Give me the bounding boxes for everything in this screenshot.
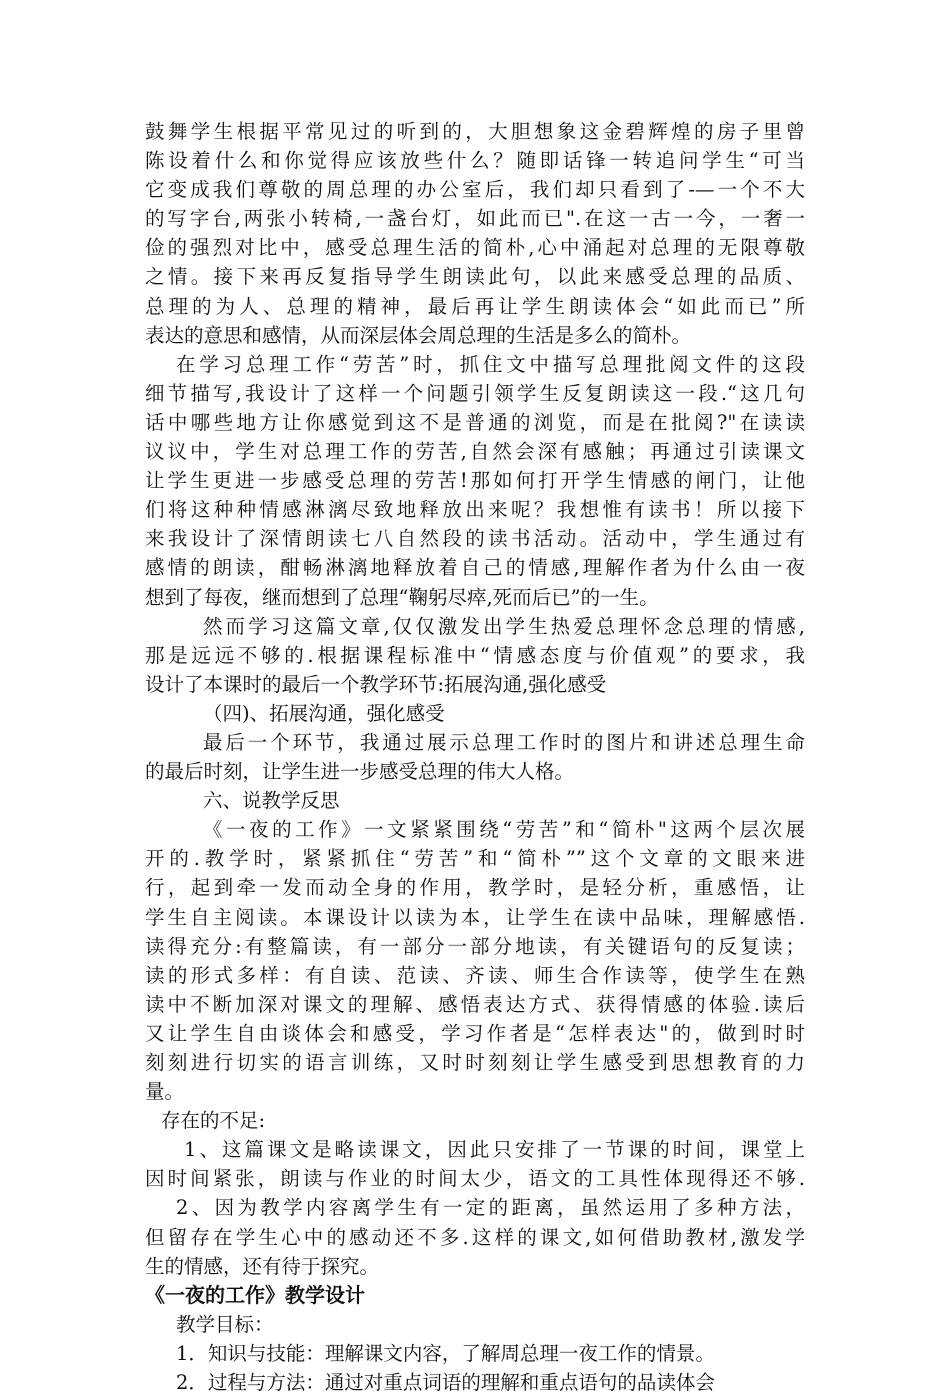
- text-line: 开的.教学时，紧紧抓住“劳苦”和“简朴””这个文章的文眼来进: [145, 847, 805, 871]
- text-line: 的最后时刻，让学生进一步感受总理的伟大人格。: [145, 760, 575, 784]
- text-line: 然而学习这篇文章,仅仅激发出学生热爱总理怀念总理的情感,: [203, 614, 805, 638]
- text-line: 话中哪些地方让你感觉到这不是普通的浏览，而是在批阅?"在读读: [145, 410, 805, 434]
- text-line: 六、说教学反思: [203, 789, 340, 813]
- text-line: 1、这篇课文是略读课文，因此只安排了一节课的时间，课堂上: [184, 1138, 805, 1162]
- text-line: 让学生更进一步感受总理的劳苦!那如何打开学生情感的闸门，让他: [145, 469, 805, 493]
- text-line: 教学目标：: [176, 1312, 274, 1336]
- document-body: [145, 117, 805, 1397]
- text-line: 2．过程与方法：通过对重点词语的理解和重点语句的品读体会: [176, 1371, 715, 1395]
- text-line: 之情。接下来再反复指导学生朗读此句，以此来感受总理的品质、: [145, 265, 805, 289]
- section-heading: 《一夜的工作》教学设计: [145, 1282, 365, 1307]
- text-line: 它变成我们尊敬的周总理的办公室后，我们却只看到了-—一个不大: [145, 178, 805, 202]
- text-line: 议议中，学生对总理工作的劳苦,自然会深有感触；再通过引读课文: [145, 440, 805, 464]
- text-line: 鼓舞学生根据平常见过的听到的，大胆想象这金碧辉煌的房子里曾: [145, 120, 805, 143]
- text-line: 读的形式多样：有自读、范读、齐读、师生合作读等，使学生在熟: [145, 963, 805, 987]
- text-line: 们将这种种情感淋漓尽致地释放出来呢？我想惟有读书！所以接下: [145, 498, 805, 522]
- text-line: 最后一个环节，我通过展示总理工作时的图片和讲述总理生命: [203, 730, 805, 754]
- text-line: 2、因为教学内容离学生有一定的距离，虽然运用了多种方法，: [176, 1196, 805, 1220]
- text-line: 表达的意思和感情，从而深层体会周总理的生活是多么的简朴。: [145, 323, 692, 347]
- text-line: 细节描写,我设计了这样一个问题引领学生反复朗读这一段.“这几句: [145, 381, 805, 405]
- text-line: （四)、拓展沟通，强化感受: [203, 701, 445, 725]
- text-line: 读中不断加深对课文的理解、感悟表达方式、获得情感的体验.读后: [145, 992, 805, 1016]
- text-line: 学生自主阅读。本课设计以读为本，让学生在读中品味，理解感悟.: [145, 905, 805, 929]
- text-line: 来我设计了深情朗读七八自然段的读书活动。活动中，学生通过有: [145, 527, 805, 551]
- text-line: 因时间紧张，朗读与作业的时间太少，语文的工具性体现得还不够.: [145, 1167, 805, 1191]
- text-line: 刻刻进行切实的语言训练，又时时刻刻让学生感受到思想教育的力: [145, 1051, 805, 1074]
- text-line: 的写字台,两张小转椅,一盏台灯，如此而已".在这一古一今，一奢一: [145, 207, 805, 231]
- text-line: 《一夜的工作》一文紧紧围绕“劳苦”和“简朴"这两个层次展: [203, 818, 805, 842]
- text-line: 行，起到牵一发而动全身的作用，教学时，是轻分析，重感悟，让: [145, 876, 805, 900]
- text-line: 读得充分:有整篇读，有一部分一部分地读，有关键语句的反复读；: [145, 934, 805, 958]
- text-line: 存在的不足:: [161, 1109, 266, 1133]
- text-line: 陈设着什么和你觉得应该放些什么？随即话锋一转追问学生“可当: [145, 149, 805, 173]
- text-line: 又让学生自由谈体会和感受，学习作者是“怎样表达"的，做到时时: [145, 1021, 805, 1045]
- text-line: 量。: [145, 1080, 185, 1104]
- text-line: 想到了每夜，继而想到了总理“鞠躬尽瘁,死而后已”的一生。: [145, 585, 659, 609]
- text-line: 在学习总理工作“劳苦”时，抓住文中描写总理批阅文件的这段: [176, 352, 805, 376]
- text-line: 但留存在学生心中的感动还不多.这样的课文,如何借助教材,激发学: [145, 1225, 805, 1249]
- text-line: 俭的强烈对比中，感受总理生活的简朴,心中涌起对总理的无限尊敬: [145, 236, 805, 260]
- text-line: 生的情感，还有待于探究。: [145, 1254, 380, 1278]
- text-line: 1．知识与技能：理解课文内容，了解周总理一夜工作的情景。: [176, 1341, 715, 1365]
- text-line: 感情的朗读，酣畅淋漓地释放着自己的情感,理解作者为什么由一夜: [145, 556, 805, 580]
- text-line: 设计了本课时的最后一个教学环节:拓展沟通,强化感受: [145, 672, 607, 696]
- text-line: 那是远远不够的.根据课程标准中“情感态度与价值观”的要求，我: [145, 643, 805, 667]
- text-line: 总理的为人、总理的精神，最后再让学生朗读体会“如此而已”所: [145, 294, 805, 318]
